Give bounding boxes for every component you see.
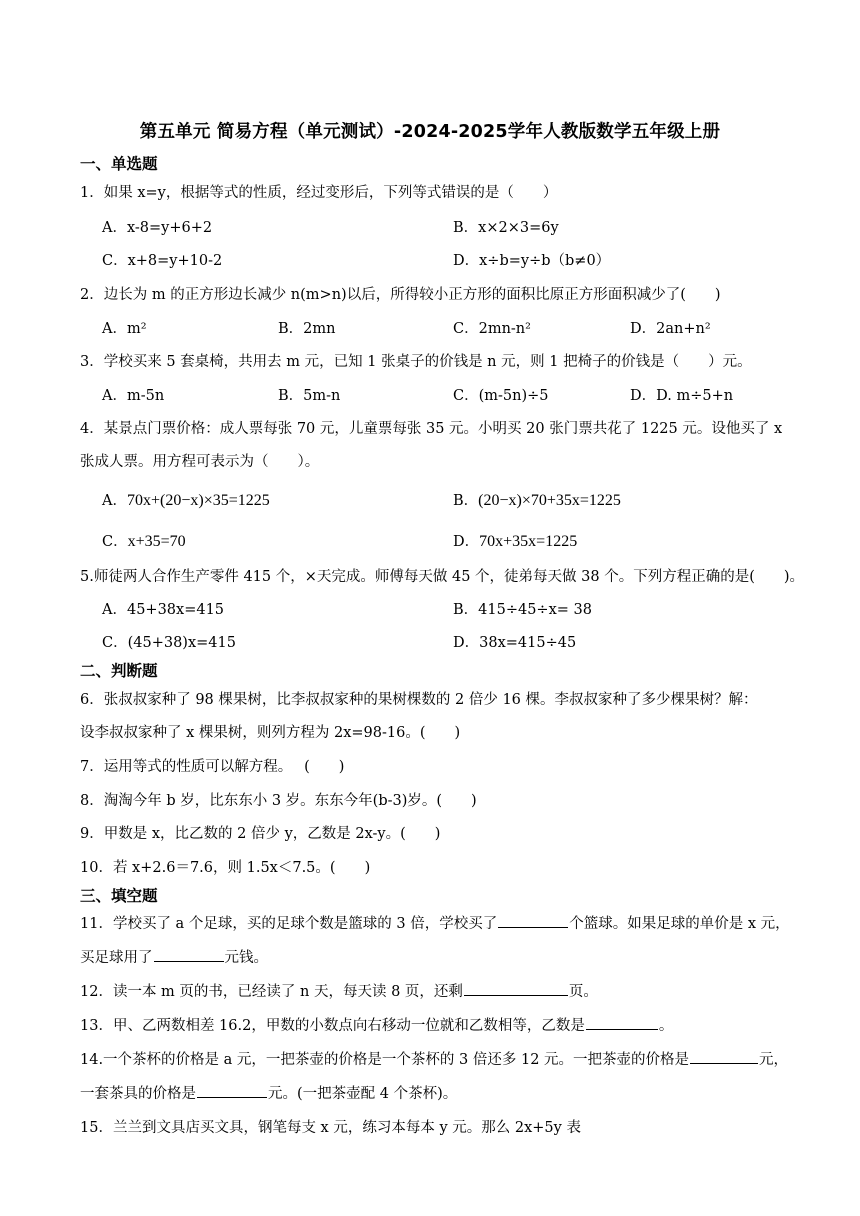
- question-2-option-c: C．2mn-n²: [453, 321, 531, 337]
- question-4-option-a: [102, 489, 270, 510]
- question-3-option-c: C．(m-5n)÷5: [453, 388, 549, 404]
- equation: x+35=70: [127, 533, 186, 550]
- section-heading-single-choice: 一、单选题: [80, 155, 158, 173]
- question-6-line-1: 6．张叔叔家种了 98 棵果树，比李叔叔家种的果树棵数的 2 倍少 16 棵。李叔叔家种了多少棵果树？解：: [80, 692, 758, 708]
- question-2-option-b: B．2mn: [278, 321, 336, 337]
- question-11-text: 买足球用了: [80, 950, 153, 966]
- equation: 70x+(20−x)×35=1225: [126, 492, 270, 509]
- page-title: 第五单元 简易方程（单元测试）-2024-2025学年人教版数学五年级上册: [139, 122, 721, 142]
- question-10: 10．若 x+2.6＝7.6，则 1.5x＜7.5。( ): [80, 860, 371, 876]
- option-label: A．: [102, 493, 127, 509]
- question-11-line-1: [80, 912, 790, 933]
- question-1-option-b: B．x×2×3=6y: [453, 220, 559, 236]
- question-12-text: 页。: [568, 984, 598, 1000]
- answer-blank[interactable]: [154, 947, 224, 962]
- question-14-text: 一套茶具的价格是: [80, 1086, 196, 1102]
- question-3-option-d: D．D. m÷5+n: [630, 388, 734, 404]
- question-2-option-d: D．2an+n²: [630, 321, 711, 337]
- question-11-text: 个篮球。如果足球的单价是 x 元，: [569, 916, 790, 932]
- question-14-line-1: [80, 1048, 788, 1069]
- question-3-option-b: B．5m-n: [278, 388, 341, 404]
- question-11-line-2: [80, 946, 268, 967]
- question-5-stem: 5.师徒两人合作生产零件 415 个，×天完成。师傅每天做 45 个，徒弟每天做 38 个。下列方程正确的是( )。: [80, 569, 805, 585]
- option-label: C．: [102, 534, 128, 550]
- question-1-option-a: A．x-8=y+6+2: [102, 220, 213, 236]
- question-9: 9．甲数是 x，比乙数的 2 倍少 y，乙数是 2x-y。( ): [80, 826, 441, 842]
- question-5-option-b: B．415÷45÷x= 38: [453, 602, 592, 618]
- question-4-stem-line-2: 张成人票。用方程可表示为（ ）。: [80, 454, 320, 470]
- question-14-line-2: [80, 1082, 457, 1103]
- question-4-stem-line-1: 4．某景点门票价格：成人票每张 70 元，儿童票每张 35 元。小明买 20 张门票共花了 1225 元。设他买了 x: [80, 421, 783, 437]
- question-5-option-c: C．(45+38)x=415: [102, 635, 236, 651]
- question-2-stem: 2．边长为 m 的正方形边长减少 n(m>n)以后，所得较小正方形的面积比原正方形面积减少了( ): [80, 287, 721, 303]
- question-4-option-b: [453, 489, 621, 510]
- question-13-text: 。: [658, 1018, 674, 1034]
- answer-blank[interactable]: [690, 1049, 758, 1064]
- question-11-text: 元钱。: [224, 950, 268, 966]
- question-12-text: 12．读一本 m 页的书，已经读了 n 天，每天读 8 页，还剩: [80, 984, 463, 1000]
- question-15: 15．兰兰到文具店买文具，钢笔每支 x 元，练习本每本 y 元。那么 2x+5y 表: [80, 1120, 581, 1136]
- question-4-option-c: [102, 530, 186, 551]
- question-1-stem: 1．如果 x=y，根据等式的性质，经过变形后，下列等式错误的是（ ）: [80, 185, 558, 201]
- question-1-option-d: D．x÷b=y÷b（b≠0）: [453, 253, 611, 269]
- question-5-option-d: D．38x=415÷45: [453, 635, 577, 651]
- question-13: [80, 1014, 673, 1035]
- equation: 70x+35x=1225: [479, 533, 578, 550]
- answer-blank[interactable]: [498, 913, 568, 928]
- question-3-option-a: A．m-5n: [102, 388, 165, 404]
- question-14-text: 元。(一把茶壶配 4 个茶杯)。: [268, 1086, 458, 1102]
- section-heading-true-false: 二、判断题: [80, 662, 158, 680]
- option-label: B．: [453, 493, 479, 509]
- question-13-text: 13．甲、乙两数相差 16.2，甲数的小数点向右移动一位就和乙数相等，乙数是: [80, 1018, 585, 1034]
- question-5-option-a: A．45+38x=415: [102, 602, 225, 618]
- option-label: D．: [453, 534, 480, 550]
- question-7: 7．运用等式的性质可以解方程。 ( ): [80, 759, 345, 775]
- question-8: 8．淘淘今年 b 岁，比东东小 3 岁。东东今年(b-3)岁。( ): [80, 793, 477, 809]
- question-4-option-d: [453, 530, 577, 551]
- question-14-text: 元，: [759, 1052, 789, 1068]
- question-1-option-c: C．x+8=y+10-2: [102, 253, 223, 269]
- question-3-stem: 3．学校买来 5 套桌椅，共用去 m 元，已知 1 张桌子的价钱是 n 元，则 1 把椅子的价钱是（ ）元。: [80, 354, 752, 370]
- question-11-text: 11．学校买了 a 个足球，买的足球个数是篮球的 3 倍，学校买了: [80, 916, 498, 932]
- answer-blank[interactable]: [197, 1083, 267, 1098]
- answer-blank[interactable]: [586, 1015, 658, 1030]
- question-12: [80, 980, 598, 1001]
- question-2-option-a: A．m²: [102, 321, 147, 337]
- section-heading-fill-blank: 三、填空题: [80, 887, 158, 905]
- question-6-line-2: 设李叔叔家种了 x 棵果树，则列方程为 2x=98-16。( ): [80, 725, 461, 741]
- answer-blank[interactable]: [464, 981, 568, 996]
- question-14-text: 14.一个茶杯的价格是 a 元，一把茶壶的价格是一个茶杯的 3 倍还多 12 元。一把茶壶的价格是: [80, 1052, 690, 1068]
- equation: (20−x)×70+35x=1225: [478, 492, 621, 509]
